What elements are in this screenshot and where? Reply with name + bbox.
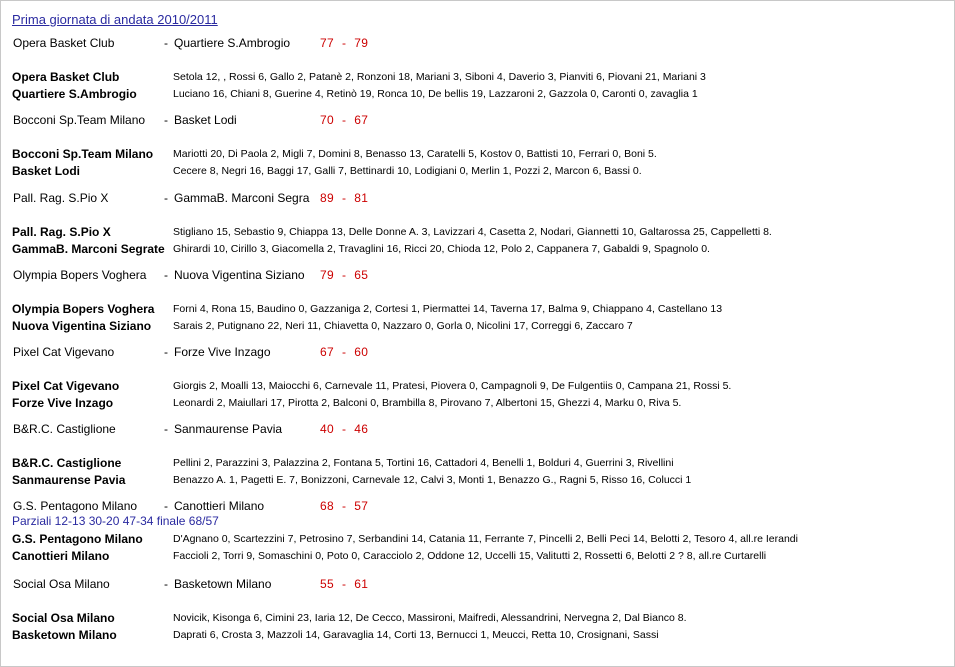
lineup-team-name: GammaB. Marconi Segrate	[12, 242, 165, 256]
lineup-team-name: Nuova Vigentina Siziano	[12, 319, 152, 333]
lineup-team-name: Sanmaurense Pavia	[12, 473, 126, 487]
lineup-players: Faccioli 2, Torri 9, Somaschini 0, Poto 0, Caracciolo 2, Oddone 12, Uccelli 15, Valitutti 2, Rossetti 6, Belotti 2 ? 8, all.re Curtarelli	[173, 550, 767, 562]
lineup-team-name: Pixel Cat Vigevano	[12, 379, 120, 393]
lineup-players: Giorgis 2, Moalli 13, Maiocchi 6, Carnevale 11, Pratesi, Piovera 0, Campagnoli 9, De Fulgentiis 0, Campana 21, Rossi 5.	[173, 380, 732, 392]
lineup-team-name: Social Osa Milano	[12, 611, 115, 625]
away-team-name: Nuova Vigentina Siziano	[174, 268, 305, 282]
home-team-name: B&R.C. Castiglione	[13, 422, 116, 436]
home-team-name: Opera Basket Club	[13, 36, 115, 50]
lineup-team-name: Opera Basket Club	[12, 70, 120, 84]
score-separator: -	[341, 113, 347, 127]
lineup-team-name: G.S. Pentagono Milano	[12, 532, 143, 546]
home-team-name: Olympia Bopers Voghera	[13, 268, 147, 282]
lineup-players: Forni 4, Rona 15, Baudino 0, Gazzaniga 2, Cortesi 1, Piermattei 14, Taverna 17, Balma 9, Chiappano 4, Castellano 13	[173, 303, 723, 315]
away-score: 60	[354, 345, 369, 359]
team-separator: -	[164, 268, 168, 282]
lineup-team-name: B&R.C. Castiglione	[12, 456, 122, 470]
match-score	[320, 35, 368, 51]
lineup-team-name: Basket Lodi	[12, 164, 81, 178]
away-score: 57	[354, 499, 369, 513]
lineup-players: Leonardi 2, Maiullari 17, Pirotta 2, Balconi 0, Brambilla 8, Pirovano 7, Albertoni 15, Ghezzi 4, Marku 0, Riva 5.	[173, 397, 682, 409]
home-score: 79	[320, 268, 334, 282]
home-score: 40	[320, 422, 334, 436]
lineup-team-name: Forze Vive Inzago	[12, 396, 114, 410]
away-score: 61	[354, 577, 369, 591]
page-title: Prima giornata di andata 2010/2011	[12, 12, 218, 27]
away-score: 65	[354, 268, 369, 282]
lineup-players: Daprati 6, Crosta 3, Mazzoli 14, Garavaglia 14, Corti 13, Bernucci 1, Meucci, Retta 10, Crosignani, Sassi	[173, 629, 659, 641]
lineup-players: Stigliano 15, Sebastio 9, Chiappa 13, Delle Donne A. 3, Lavizzari 4, Casetta 2, Nodari, Giannetti 10, Galtarossa 25, Cappelletti 8.	[173, 226, 772, 238]
score-separator: -	[341, 499, 347, 513]
away-score: 46	[354, 422, 369, 436]
score-separator: -	[341, 36, 347, 50]
lineup-players: Benazzo A. 1, Pagetti E. 7, Bonizzoni, Carnevale 12, Calvi 3, Monti 1, Benazzo G., Ragni 5, Risso 16, Colucci 1	[173, 474, 692, 486]
home-score: 77	[320, 36, 334, 50]
team-separator: -	[164, 577, 168, 591]
away-score: 81	[354, 191, 369, 205]
home-team-name: Pixel Cat Vigevano	[13, 345, 115, 359]
home-team-name: Bocconi Sp.Team Milano	[13, 113, 146, 127]
match-score	[320, 498, 368, 514]
team-separator: -	[164, 499, 168, 513]
lineup-team-name: Quartiere S.Ambrogio	[12, 87, 137, 101]
lineup-team-name: Canottieri Milano	[12, 549, 110, 563]
score-separator: -	[341, 577, 347, 591]
team-separator: -	[164, 422, 168, 436]
away-team-name: Canottieri Milano	[174, 499, 265, 513]
match-score	[320, 421, 368, 437]
match-score	[320, 576, 368, 592]
lineup-team-name: Bocconi Sp.Team Milano	[12, 147, 154, 161]
lineup-team-name: Olympia Bopers Voghera	[12, 302, 155, 316]
score-separator: -	[341, 422, 347, 436]
lineup-players: Pellini 2, Parazzini 3, Palazzina 2, Fontana 5, Tortini 16, Cattadori 4, Benelli 1, Bolduri 4, Guerrini 3, Rivellini	[173, 457, 674, 469]
home-score: 89	[320, 191, 334, 205]
lineup-players: Ghirardi 10, Cirillo 3, Giacomella 2, Travaglini 16, Ricci 20, Chioda 12, Polo 2, Cappanera 7, Gabaldi 9, Spagnolo 0.	[173, 243, 710, 255]
team-separator: -	[164, 345, 168, 359]
lineup-players: Mariotti 20, Di Paola 2, Migli 7, Domini 8, Benasso 13, Caratelli 5, Kostov 0, Battisti 10, Ferrari 0, Boni 5.	[173, 148, 657, 160]
lineup-players: D'Agnano 0, Scartezzini 7, Petrosino 7, Serbandini 14, Catania 11, Ferrante 7, Pincelli 2, Belli Peci 14, Belotti 2, Tesoro 4, all.re Ierandi	[173, 533, 798, 545]
partial-scores: Parziali 12-13 30-20 47-34 finale 68/57	[12, 514, 219, 528]
match-score	[320, 267, 368, 283]
home-team-name: Social Osa Milano	[13, 577, 110, 591]
match-score	[320, 112, 368, 128]
home-team-name: G.S. Pentagono Milano	[13, 499, 138, 513]
lineup-team-name: Basketown Milano	[12, 628, 117, 642]
away-team-name: Quartiere S.Ambrogio	[174, 36, 291, 50]
lineup-players: Luciano 16, Chiani 8, Guerine 4, Retinò 19, Ronca 10, De bellis 19, Lazzaroni 2, Gazzola 0, Caronti 0, zavaglia 1	[173, 88, 698, 100]
home-score: 68	[320, 499, 334, 513]
away-team-name: Sanmaurense Pavia	[174, 422, 283, 436]
team-separator: -	[164, 36, 168, 50]
lineup-players: Novicik, Kisonga 6, Cimini 23, Iaria 12, De Cecco, Massironi, Maifredi, Alessandrini, Nervegna 2, Dal Bianco 8.	[173, 612, 687, 624]
team-separator: -	[164, 191, 168, 205]
home-score: 70	[320, 113, 334, 127]
lineup-players: Cecere 8, Negri 16, Baggi 17, Galli 7, Bettinardi 10, Lodigiani 0, Merlin 1, Pozzi 2, Marcon 6, Bassi 0.	[173, 165, 642, 177]
lineup-players: Setola 12, , Rossi 6, Gallo 2, Patanè 2, Ronzoni 18, Mariani 3, Siboni 4, Daverio 3, Pianviti 6, Piovani 21, Mariani 3	[173, 71, 706, 83]
away-score: 79	[354, 36, 369, 50]
away-team-name: GammaB. Marconi Segra	[174, 191, 310, 205]
score-separator: -	[341, 345, 347, 359]
score-separator: -	[341, 191, 347, 205]
match-score	[320, 344, 368, 360]
lineup-team-name: Pall. Rag. S.Pio X	[12, 225, 111, 239]
home-team-name: Pall. Rag. S.Pio X	[13, 191, 109, 205]
team-separator: -	[164, 113, 168, 127]
away-team-name: Basket Lodi	[174, 113, 237, 127]
away-team-name: Basketown Milano	[174, 577, 272, 591]
score-separator: -	[341, 268, 347, 282]
home-score: 55	[320, 577, 334, 591]
away-score: 67	[354, 113, 369, 127]
away-team-name: Forze Vive Inzago	[174, 345, 271, 359]
home-score: 67	[320, 345, 334, 359]
lineup-players: Sarais 2, Putignano 22, Neri 11, Chiavetta 0, Nazzaro 0, Gorla 0, Nicolini 17, Correggi 6, Zaccaro 7	[173, 320, 633, 332]
match-score	[320, 190, 368, 206]
